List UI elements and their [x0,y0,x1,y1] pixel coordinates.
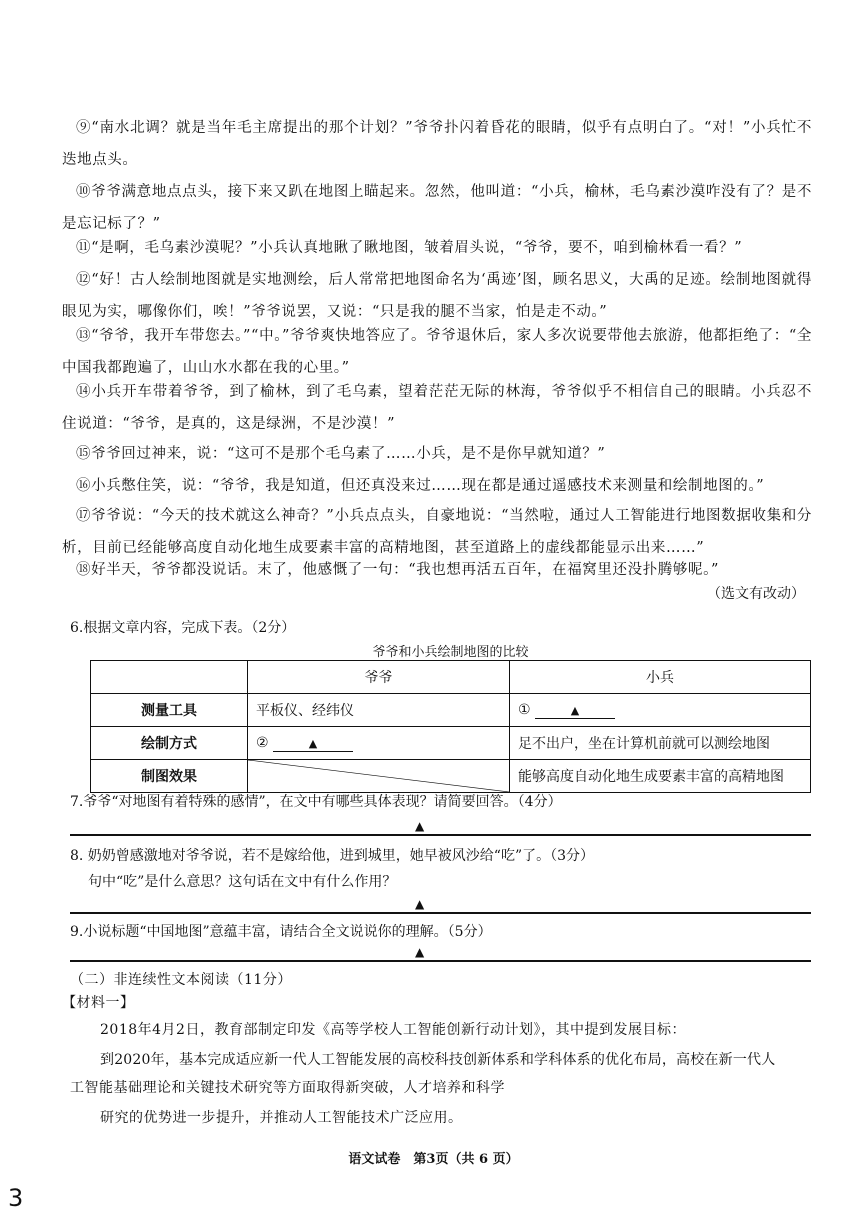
triangle-icon: ▲ [415,945,425,959]
paragraph-13: ⑬“爷爷，我开车带您去。”“中。”爷爷爽快地答应了。爷爷退休后，家人多次说要带他去旅游，他都拒绝了：“全中国我都跑遍了，山山水水都在我的心里。” [62,328,812,376]
table-header-row [91,661,811,694]
header-xiaobing: 小兵 [510,661,811,694]
paragraph-17: ⑰爷爷说：“今天的技术就这么神奇？”小兵点点头，自豪地说：“当然啦，通过人工智能进行地图数据收集和分析，目前已经能够高度自动化地生成要素丰富的高精地图，甚至道路上的虚线都能显示出来……” [62,508,812,556]
cell-xiaobing: 足不出户，坐在计算机前就可以测绘地图 [510,727,811,760]
row-label: 制图效果 [91,760,248,793]
material-line: 到2020年，基本完成适应新一代人工智能发展的高校科技创新体系和学科体系的优化布局，高校在新一代人 [100,1052,776,1068]
source-note: （选文有改动） [707,586,805,602]
paragraph-12: ⑫“好！古人绘制地图就是实地测绘，后人常常把地图命名为‘禹迹’图，顾名思义，大禹的足迹。绘制地图就得眼见为实，哪像你们，唉！”爷爷说罢，又说：“只是我的腿不当家，怕是走不动。” [62,272,812,320]
table-row [91,727,811,760]
cell-xiaobing: 能够高度自动化地生成要素丰富的高精地图 [510,760,811,793]
answer-line-9[interactable] [70,960,811,962]
diagonal-slash [248,760,509,792]
paragraph-9: ⑨“南水北调？就是当年毛主席提出的那个计划？”爷爷扑闪着昏花的眼睛，似乎有点明白了。“对！”小兵忙不迭地点头。 [62,120,812,168]
triangle-icon: ▲ [570,703,580,717]
triangle-icon: ▲ [415,897,425,911]
blank-number: ① [518,701,531,718]
question-8-prompt: 8. 奶奶曾感激地对爷爷说，若不是嫁给他，进到城里，她早被风沙给“吃”了。（3分） [70,848,595,864]
question-9-prompt: 9.小说标题“中国地图”意蕴丰富，请结合全文说说你的理解。（5分） [70,924,492,940]
question-8-sub: 句中“吃”是什么意思？这句话在文中有什么作用？ [88,874,397,890]
row-label: 绘制方式 [91,727,248,760]
paragraph-14: ⑭小兵开车带着爷爷，到了榆林，到了毛乌素，望着茫茫无际的林海，爷爷似乎不相信自己的眼睛。小兵忍不住说道：“爷爷，是真的，这是绿洲，不是沙漠！” [62,384,812,432]
answer-blank-1[interactable] [535,704,615,719]
corner-page-number: 3 [8,1184,24,1212]
material-line: 研究的优势进一步提升，并推动人工智能技术广泛应用。 [100,1110,463,1126]
cell-grandpa-empty [248,760,510,793]
paragraph-18: ⑱好半天，爷爷都没说话。末了，他感慨了一句：“我也想再活五百年，在福窝里还没扑腾够呢。” [76,562,719,578]
material-label: 【材料一】 [62,995,135,1011]
triangle-icon: ▲ [415,819,425,833]
question-7-prompt: 7.爷爷“对地图有着特殊的感情”，在文中有哪些具体表现？请简要回答。（4分） [70,794,562,810]
row-label: 测量工具 [91,694,248,727]
header-grandpa: 爷爷 [248,661,510,694]
paragraph-16: ⑯小兵憋住笑，说：“爷爷，我是知道，但还真没来过……现在都是通过遥感技术来测量和绘制地图的。” [76,478,765,494]
comparison-table [90,660,811,793]
paragraph-11: ⑪“是啊，毛乌素沙漠呢？”小兵认真地瞅了瞅地图，皱着眉头说，“爷爷，要不，咱到榆林看一看？” [76,240,743,256]
triangle-icon: ▲ [308,736,318,750]
material-line: 2018年4月2日，教育部制定印发《高等学校人工智能创新行动计划》，其中提到发展目标： [100,1022,686,1038]
question-6-prompt: 6.根据文章内容，完成下表。（2分） [70,620,296,636]
section-heading: （二）非连续性文本阅读（11分） [70,972,292,988]
blank-number: ② [256,734,269,751]
table-row [91,694,811,727]
cell-grandpa[interactable] [248,727,510,760]
paragraph-10: ⑩爷爷满意地点点头，接下来又趴在地图上瞄起来。忽然，他叫道：“小兵，榆林，毛乌素沙漠咋没有了？是不是忘记标了？” [62,184,812,232]
page-footer: 语文试卷 第3页（共 6 页） [348,1152,519,1167]
cell-xiaobing[interactable] [510,694,811,727]
table-row [91,760,811,793]
paragraph-15: ⑮爷爷回过神来，说：“这可不是那个毛乌素了……小兵，是不是你早就知道？” [76,446,606,462]
answer-line-7[interactable] [70,834,811,836]
table-title: 爷爷和小兵绘制地图的比较 [372,645,529,660]
answer-line-8[interactable] [70,912,811,914]
cell-grandpa: 平板仪、经纬仪 [248,694,510,727]
material-line: 工智能基础理论和关键技术研究等方面取得新突破，人才培养和科学 [70,1080,505,1096]
answer-blank-2[interactable] [273,737,353,752]
